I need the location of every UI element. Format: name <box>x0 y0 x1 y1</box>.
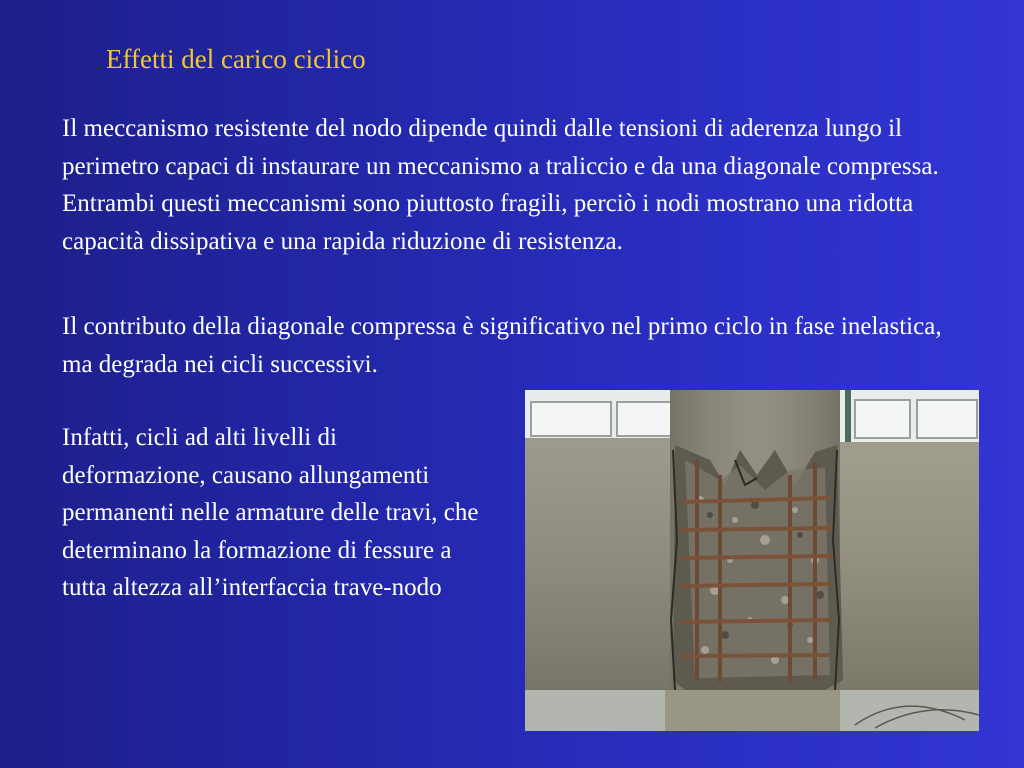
paragraph-mechanism: Il meccanismo resistente del nodo dipende quindi dalle tensioni di aderenza lungo il perimetro capaci di instaurare un meccanismo a traliccio e da una diagonale compressa. Entrambi questi meccanismi sono piuttosto fragili, perciò i nodi mostrano una ridotta capacità dissipativa e una rapida riduzione di resistenza. <box>62 115 939 255</box>
beam-column-joint-photo <box>525 390 979 731</box>
paragraph-cyclic-effects: Infatti, cicli ad alti livelli di deformazione, causano allungamenti permanenti nelle armature delle travi, che determinano la formazione di fessure a tutta altezza all’interfaccia trave-nodo <box>62 424 479 601</box>
slide-title: Effetti del carico ciclico <box>106 44 366 74</box>
paragraph-diagonal-contribution: Il contributo della diagonale compressa è significativo nel primo ciclo in fase inelastica, ma degrada nei cicli successivi. <box>62 313 942 378</box>
